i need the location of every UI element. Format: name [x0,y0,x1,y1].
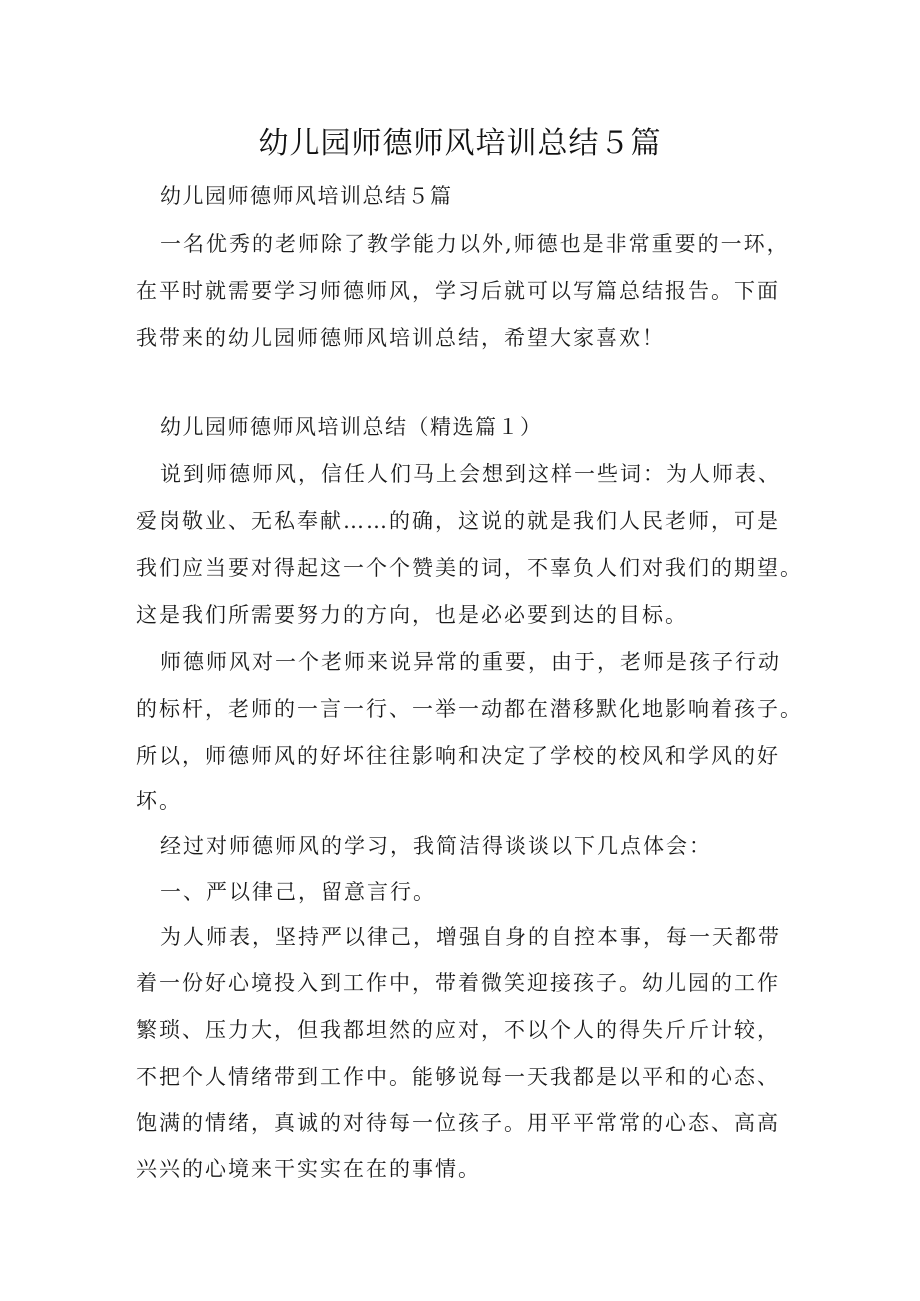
paragraph-line: 不把个人情绪带到工作中。能够说每一天我都是以平和的心态、 [136,1065,780,1089]
paragraph-line: 这是我们所需要努力的方向，也是必必要到达的目标。 [136,603,688,627]
point-heading: 一、严以律己，留意言行。 [160,880,436,904]
paragraph-line: 的标杆，老师的一言一行、一举一动都在潜移默化地影响着孩子。 [136,697,803,721]
paragraph-line: 所以，师德师风的好坏往往影响和决定了学校的校风和学风的好 [136,744,780,768]
intro-line: 我带来的幼儿园师德师风培训总结，希望大家喜欢！ [136,326,665,350]
paragraph-line: 坏。 [136,789,182,813]
section-heading: 幼儿园师德师风培训总结（精选篇１） [160,415,543,439]
intro-line: 在平时就需要学习师德师风，学习后就可以写篇总结报告。下面 [136,279,780,303]
paragraph-line: 师德师风对一个老师来说异常的重要，由于，老师是孩子行动 [160,650,781,674]
paragraph-line: 说到师德师风，信任人们马上会想到这样一些词：为人师表、 [160,462,781,486]
paragraph-line: 我们应当要对得起这一个个赞美的词，不辜负人们对我们的期望。 [136,556,803,580]
paragraph-line: 爱岗敬业、无私奉献……的确，这说的就是我们人民老师，可是 [136,509,780,533]
paragraph-line: 饱满的情绪，真诚的对待每一位孩子。用平平常常的心态、高高 [136,1111,780,1135]
paragraph-line: 经过对师德师风的学习，我简洁得谈谈以下几点体会： [160,834,712,858]
paragraph-line: 繁琐、压力大，但我都坦然的应对，不以个人的得失斤斤计较， [136,1018,780,1042]
intro-line: 一名优秀的老师除了教学能力以外,师德也是非常重要的一环， [160,232,790,256]
document-subtitle: 幼儿园师德师风培训总结５篇 [160,184,453,208]
paragraph-line: 兴兴的心境来干实实在在的事情。 [136,1157,481,1181]
document-title: 幼儿园师德师风培训总结５篇 [258,126,662,161]
paragraph-line: 着一份好心境投入到工作中，带着微笑迎接孩子。幼儿园的工作 [136,971,780,995]
paragraph-line: 为人师表，坚持严以律己，增强自身的自控本事，每一天都带 [160,925,781,949]
